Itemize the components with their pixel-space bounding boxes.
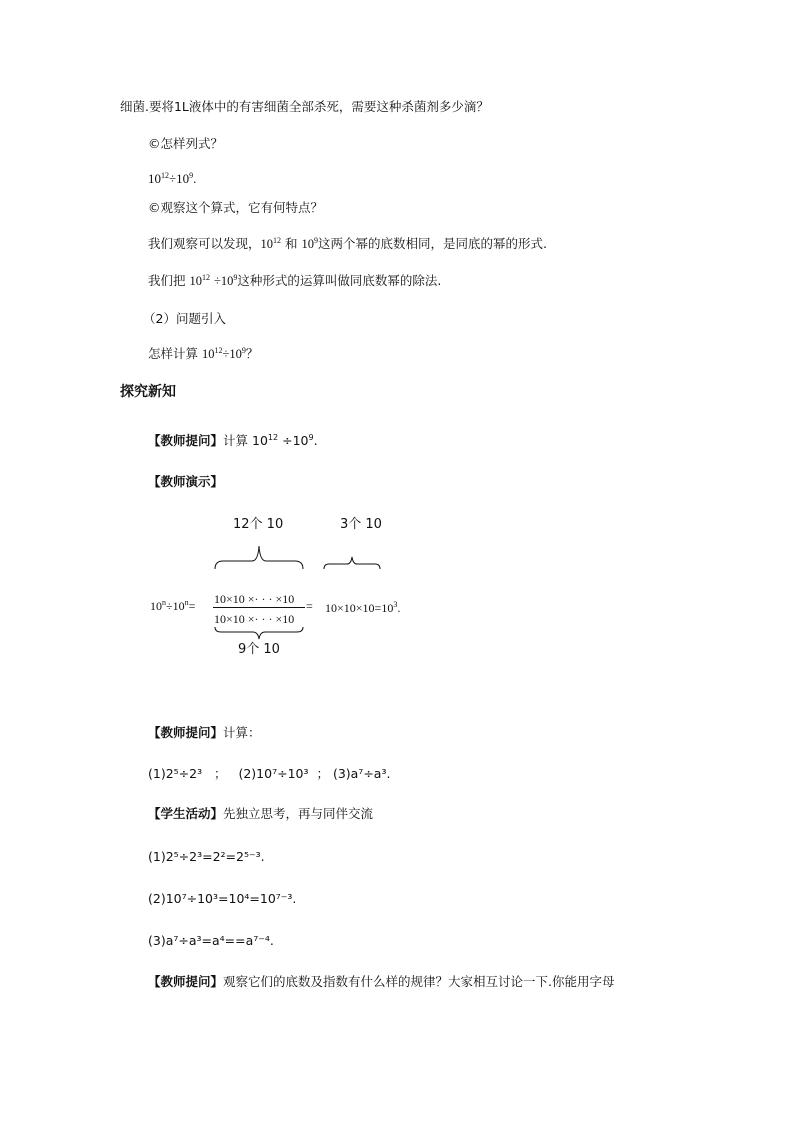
teacher-question-1: 【教师提问】计算 $10^{12} \div 10^9$.: [148, 433, 318, 448]
expression-1: $10^{12}\div 10^9$.: [148, 171, 197, 186]
question-how-to-write: ©怎样列式？: [148, 136, 224, 151]
answer-2: (2)10⁷÷10³=10⁴=10⁷⁻³.: [148, 891, 297, 906]
exercise-list: (1)2⁵÷2³ ； (2)10⁷÷10³ ； (3)a⁷÷a³.: [148, 766, 391, 781]
top-right-brace-label: 3个 10: [340, 517, 382, 532]
top-left-brace-label: 12个 10: [233, 517, 284, 532]
top-left-brace: [214, 544, 304, 570]
answer-1: (1)2⁵÷2³=2²=2⁵⁻³.: [148, 849, 265, 864]
paragraph-observation: 我们观察可以发现，$10^{12}$ 和 $10^9$这两个幂的底数相同，是同底的幂的形式.: [148, 236, 547, 251]
bottom-brace: [214, 626, 304, 640]
top-right-brace: [323, 556, 381, 570]
student-activity: 【学生活动】先独立思考，再与同伴交流: [148, 806, 374, 821]
teacher-demo-label: 【教师演示】: [148, 474, 224, 489]
paragraph-how-to-compute: 怎样计算 $10^{12}\div 10^9$？: [148, 346, 259, 361]
product-expression: $10\times 10\times 10=10^3$.: [325, 600, 401, 615]
lhs-expression: $10^n\div 10^n=$: [150, 598, 196, 613]
bottom-brace-label: 9个 10: [238, 642, 280, 657]
fraction-numerator: 10×10 ×· · · ×10: [214, 592, 295, 606]
paragraph-intro: 细菌.要将1L液体中的有害细菌全部杀死，需要这种杀菌剂多少滴？: [120, 99, 489, 114]
teacher-question-2: 【教师提问】计算：: [148, 725, 261, 740]
paragraph-definition: 我们把 $10^{12} \div 10^9$这种形式的运算叫做同底数幂的除法.: [148, 273, 442, 288]
teacher-question-3: 【教师提问】观察它们的底数及指数有什么样的规律？大家相互讨论一下.你能用字母: [148, 974, 615, 989]
equals-sign: =: [306, 599, 313, 613]
exercise-3: (3)a⁷÷a³.: [332, 766, 391, 781]
exercise-1: (1)2⁵÷2³: [148, 766, 203, 781]
fraction-bar: [213, 607, 305, 608]
fraction-denominator: 10×10 ×· · · ×10: [214, 612, 295, 626]
section-question-intro: （2）问题引入: [143, 311, 226, 326]
answer-3: (3)a⁷÷a³=a⁴==a⁷⁻⁴.: [148, 933, 274, 948]
question-observe: ©观察这个算式，它有何特点？: [148, 200, 324, 215]
exercise-2: (2)10⁷÷10³: [238, 766, 309, 781]
section-heading: 探究新知: [120, 384, 176, 400]
